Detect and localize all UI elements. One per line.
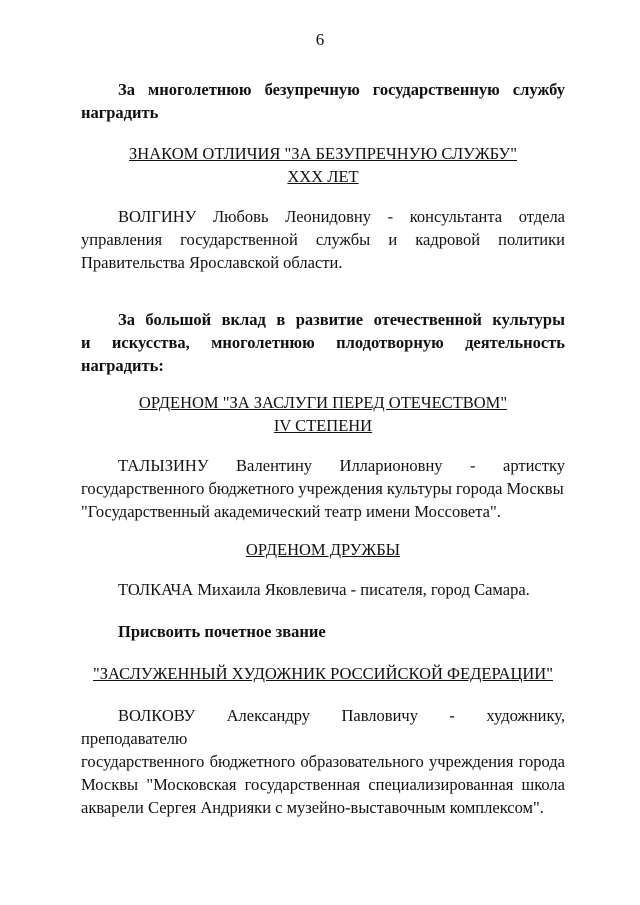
intro-line: За большой вклад в развитие отечественной культуры xyxy=(118,310,565,329)
intro-line: Присвоить почетное звание xyxy=(118,622,326,641)
intro-line: За многолетнюю безупречную государственную службу xyxy=(118,80,565,99)
award-heading-line: ОРДЕНОМ "ЗА ЗАСЛУГИ ПЕРЕД ОТЕЧЕСТВОМ" xyxy=(138,393,508,412)
recipient-line: ВОЛГИНУ Любовь Леонидовну - консультанта отдела xyxy=(118,207,565,226)
award-heading-merit xyxy=(81,391,565,437)
recipient-line: Москвы "Московская государственная специализированная школа xyxy=(81,775,565,794)
recipient-line: управления государственной службы и кадровой политики xyxy=(81,230,565,249)
recipient-line: государственного бюджетного учреждения культуры города Москвы xyxy=(81,479,564,498)
recipient-line: Правительства Ярославской области. xyxy=(81,253,343,272)
award-heading-line: IV СТЕПЕНИ xyxy=(273,416,373,435)
award-heading-line: XXX ЛЕТ xyxy=(287,167,359,186)
award-heading-line: ЗНАКОМ ОТЛИЧИЯ "ЗА БЕЗУПРЕЧНУЮ СЛУЖБУ" xyxy=(129,144,517,163)
recipient-volkov xyxy=(81,704,565,819)
recipient-line: государственного бюджетного образовательного учреждения города xyxy=(81,752,565,771)
recipient-talyzina xyxy=(81,454,565,523)
section-honorary-title-intro xyxy=(81,620,565,643)
page-number: 6 xyxy=(315,30,325,49)
recipient-line: "Государственный академический театр имени Моссовета". xyxy=(81,502,501,521)
recipient-line: ТАЛЫЗИНУ Валентину Илларионовну - артистку xyxy=(118,456,565,475)
intro-line: наградить xyxy=(81,103,159,122)
award-heading-friendship xyxy=(81,538,565,561)
recipient-line: ТОЛКАЧА Михаила Яковлевича - писателя, город Самара. xyxy=(118,580,530,599)
honorary-title-heading xyxy=(81,662,565,685)
award-heading-service xyxy=(81,142,565,188)
section-culture-award-intro xyxy=(81,308,565,377)
intro-line: наградить: xyxy=(81,356,164,375)
award-heading-line: "ЗАСЛУЖЕННЫЙ ХУДОЖНИК РОССИЙСКОЙ ФЕДЕРАЦИИ" xyxy=(93,664,553,683)
recipient-tolkach xyxy=(81,578,565,601)
section-service-award-intro xyxy=(81,78,565,124)
award-heading-line: ОРДЕНОМ ДРУЖБЫ xyxy=(245,540,401,559)
recipient-volgina xyxy=(81,205,565,274)
intro-line: и искусства, многолетнюю плодотворную деятельность xyxy=(81,333,565,352)
recipient-line: ВОЛКОВУ Александру Павловичу - художнику, преподавателю xyxy=(81,706,565,748)
recipient-line: акварели Сергея Андрияки с музейно-выставочным комплексом". xyxy=(81,798,544,817)
